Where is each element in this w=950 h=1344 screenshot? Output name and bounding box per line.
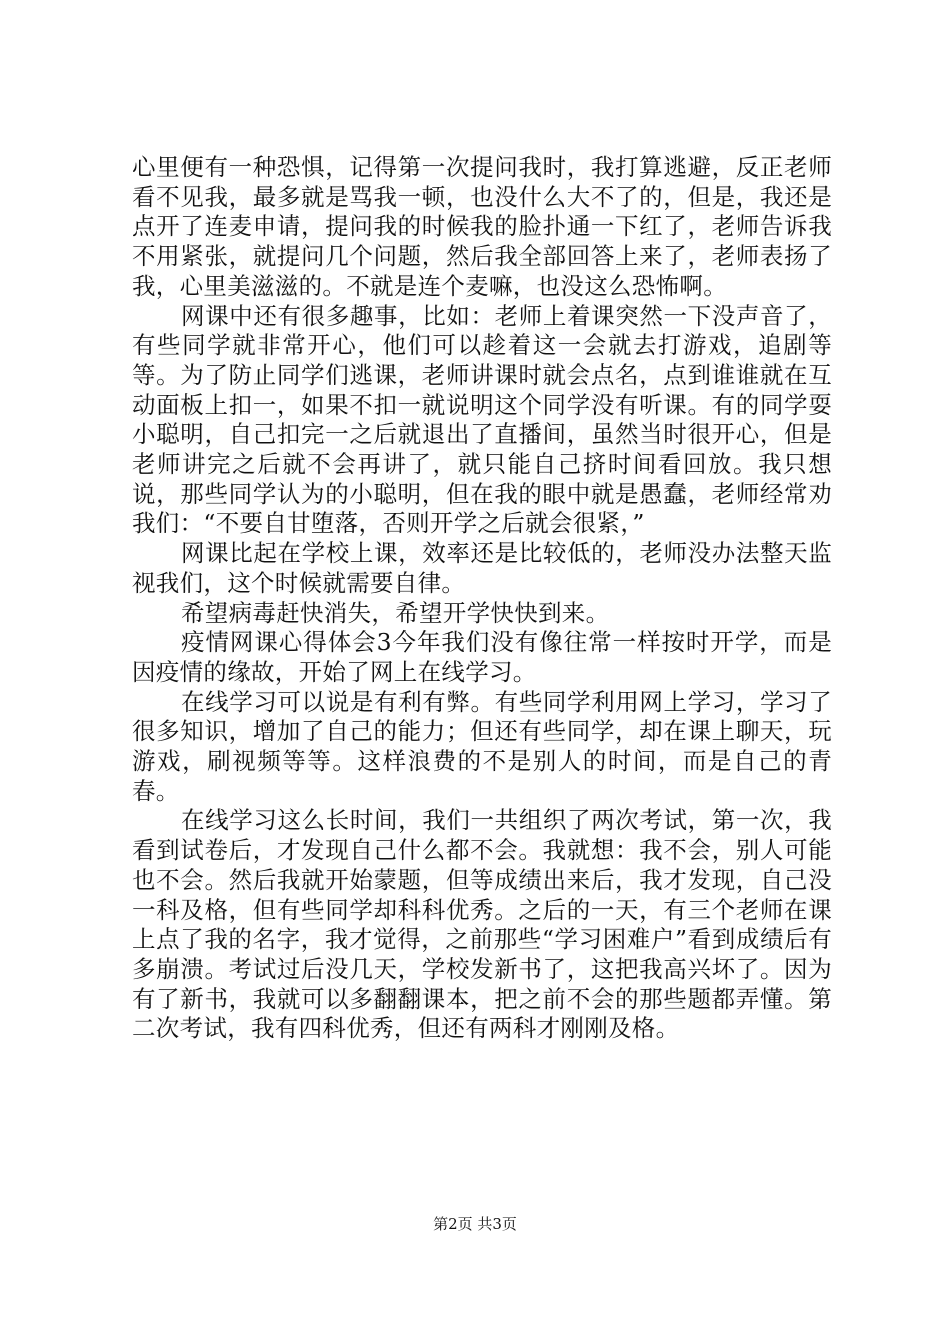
paragraph-4: 希望病毒赶快消失，希望开学快快到来。 bbox=[181, 598, 610, 627]
page-footer: 第2页 共3页 bbox=[433, 1215, 517, 1233]
paragraph-1: 心里便有一种恐惧，记得第一次提问我时，我打算逃避，反正老师看不见我，最多就是骂我一顿，也没什么大不了的，但是，我还是点开了连麦申请，提问我的时候我的脸扑通一下红了，老师告诉我不用紧张，就提问几个问题，然后我全部回答上来了，老师表扬了我，心里美滋滋的。不就是连个麦嘛，也没这么恐怖啊。 bbox=[132, 153, 832, 300]
paragraph-3: 网课比起在学校上课，效率还是比较低的，老师没办法整天监视我们，这个时候就需要自律。 bbox=[132, 539, 832, 597]
paragraph-7: 在线学习这么长时间，我们一共组织了两次考试，第一次，我看到试卷后，才发现自己什么都不会。我就想：我不会，别人可能也不会。然后我就开始蒙题，但等成绩出来后，我才发现，自己没一科及格，但有些同学却科科优秀。之后的一天，有三个老师在课上点了我的名字，我才觉得，之前那些“学习困难户”看到成绩后有多崩溃。考试过后没几天，学校发新书了，这把我高兴坏了。因为有了新书，我就可以多翻翻课本，把之前不会的那些题都弄懂。第二次考试，我有四科优秀，但还有两科才刚刚及格。 bbox=[132, 806, 832, 1043]
paragraph-6: 在线学习可以说是有利有弊。有些同学利用网上学习，学习了很多知识，增加了自己的能力；但还有些同学，却在课上聊天，玩游戏，刷视频等等。这样浪费的不是别人的时间，而是自己的青春。 bbox=[132, 687, 832, 805]
document-body bbox=[132, 153, 832, 1044]
paragraph-2: 网课中还有很多趣事，比如：老师上着课突然一下没声音了，有些同学就非常开心，他们可以趁着这一会就去打游戏，追剧等等。为了防止同学们逃课，老师讲课时就会点名，点到谁谁就在互动面板上扣一，如果不扣一就说明这个同学没有听课。有的同学耍小聪明，自己扣完一之后就退出了直播间，虽然当时很开心，但是老师讲完之后就不会再讲了，就只能自己挤时间看回放。我只想说，那些同学认为的小聪明，但在我的眼中就是愚蠢，老师经常劝我们：“不要自甘堕落，否则开学之后就会很紧，” bbox=[132, 301, 832, 538]
paragraph-5: 疫情网课心得体会3今年我们没有像往常一样按时开学，而是因疫情的缘故，开始了网上在线学习。 bbox=[132, 628, 832, 686]
